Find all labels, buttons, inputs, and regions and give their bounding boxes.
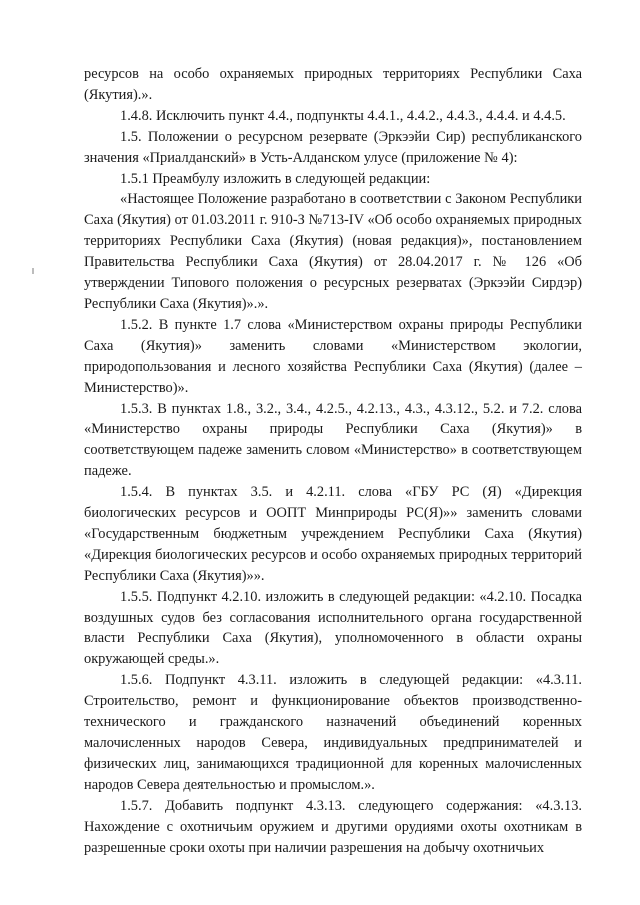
paragraph-1-5-4: 1.5.4. В пунктах 3.5. и 4.2.11. слова «ГБУ РС (Я) «Дирекция биологических ресурсов и ООПТ Минприроды РС(Я)»» заменить словами «Государственным бюджетным учреждением Республики Саха (Якутия) «Дирекция биологических ресурсов и особо охраняемых природных территорий Республики Саха (Якутия)»». [84,484,582,584]
paragraph-1-5-6: 1.5.6. Подпункт 4.3.11. изложить в следующей редакции: «4.3.11. Строительство, ремонт и функционирование объектов производственно-технического и гражданского назначений объединений коренных малочисленных народов Севера, индивидуальных предпринимателей и физических лиц, занимающихся традиционной для коренных малочисленных народов Севера деятельностью и промыслом.». [84,672,582,793]
paragraph-1-5-1: 1.5.1 Преамбулу изложить в следующей редакции: [120,170,431,187]
paragraph-1-5-5: 1.5.5. Подпункт 4.2.10. изложить в следующей редакции: «4.2.10. Посадка воздушных судов без согласования исполнительного органа государственной власти Республики Саха (Якутия), уполномоченного в области охраны окружающей среды.». [84,588,582,668]
paragraph-1-4-8: 1.4.8. Исключить пункт 4.4., подпункты 4.4.1., 4.4.2., 4.4.3., 4.4.4. и 4.4.5. [120,107,566,124]
paragraph-1-5-2: 1.5.2. В пункте 1.7 слова «Министерством охраны природы Республики Саха (Якутия)» заменить словами «Министерством экологии, природопользования и лесного хозяйства Республики Саха (Якутия) (далее – Министерство)». [84,316,582,396]
paragraph-1-5-3: 1.5.3. В пунктах 1.8., 3.2., 3.4., 4.2.5., 4.2.13., 4.3., 4.3.12., 5.2. и 7.2. слова «Министерство охраны природы Республики Саха (Якутия)» в соответствующем падеже заменить словом «Министерство» в соответствующем падеже. [84,400,582,480]
scan-speck [32,268,34,274]
paragraph-preamble-quote: «Настоящее Положение разработано в соответствии с Законом Республики Саха (Якутия) от 01.03.2011 г. 910-З №713-IV «Об особо охраняемых природных территориях Республики Саха (Якутия) (новая редакция)», постановлением Правительства Республики Саха (Якутия) от 28.04.2017 г. № 126 «Об утверждении Типового положения о ресурсных резерватах (Эркээйи Сирдэр) Республики Саха (Якутия)».». [84,191,582,312]
paragraph-1-5: 1.5. Положении о ресурсном резервате (Эркээйи Сир) республиканского значения «Приалданский» в Усть-Алданском улусе (приложение № 4): [84,128,582,166]
document-page [84,64,582,858]
paragraph-1-5-7: 1.5.7. Добавить подпункт 4.3.13. следующего содержания: «4.3.13. Нахождение с охотничьим оружием и другими орудиями охоты охотникам в разрешенные сроки охоты при наличии разрешения на добычу охотничьих [84,797,582,856]
paragraph-continuation: ресурсов на особо охраняемых природных территориях Республики Саха (Якутия).». [84,66,582,103]
